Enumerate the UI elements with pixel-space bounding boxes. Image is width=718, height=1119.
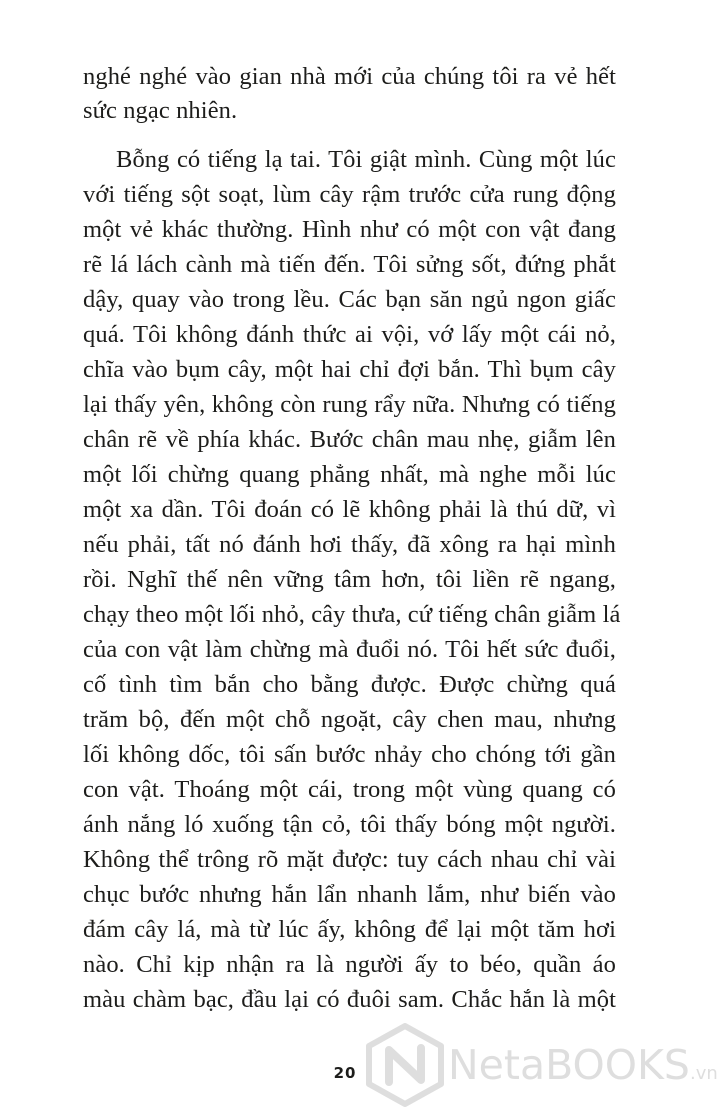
text-line: sức ngạc nhiên. — [83, 97, 238, 124]
text-line: nghé nghé vào gian nhà mới của chúng tôi ra vẻ hết — [83, 63, 616, 90]
text-line: Không thể trông rõ mặt được: tuy cách nhau chỉ vài — [83, 846, 616, 873]
text-line: với tiếng sột soạt, lùm cây rậm trước cửa rung động — [83, 181, 616, 208]
text-line: lại thấy yên, không còn rung rẩy nữa. Nhưng có tiếng — [83, 391, 616, 418]
text-line: nếu phải, tất nó đánh hơi thấy, đã xông ra hại mình — [83, 531, 616, 558]
text-line: rồi. Nghĩ thế nên vững tâm hơn, tôi liền rẽ ngang, — [83, 566, 616, 593]
text-line: chạy theo một lối nhỏ, cây thưa, cứ tiếng chân giẫm lá — [83, 601, 621, 628]
text-line: dậy, quay vào trong lều. Các bạn săn ngủ ngon giấc — [83, 286, 616, 313]
text-line: màu chàm bạc, đầu lại có đuôi sam. Chắc hắn là một — [83, 986, 616, 1013]
text-line: cố tình tìm bắn cho bằng được. Được chừng quá — [83, 671, 616, 698]
text-line: đám cây lá, mà từ lúc ấy, không để lại một tăm hơi — [83, 916, 616, 943]
text-line: con vật. Thoáng một cái, trong một vùng quang có — [83, 776, 616, 803]
text-line: một vẻ khác thường. Hình như có một con vật đang — [83, 216, 616, 243]
text-line: của con vật làm chừng mà đuổi nó. Tôi hết sức đuổi, — [83, 636, 616, 663]
text-line: trăm bộ, đến một chỗ ngoặt, cây chen mau, nhưng — [83, 706, 616, 733]
text-line: nào. Chỉ kịp nhận ra là người ấy to béo, quần áo — [83, 951, 616, 978]
watermark — [362, 1022, 718, 1108]
page-number: 20 — [333, 1064, 357, 1082]
watermark-brand: NetaBOOKS — [448, 1041, 690, 1089]
text-line: Bỗng có tiếng lạ tai. Tôi giật mình. Cùng một lúc — [116, 146, 616, 173]
watermark-text — [448, 1042, 718, 1097]
text-line: chân rẽ về phía khác. Bước chân mau nhẹ, giẫm lên — [83, 426, 616, 453]
text-line: chục bước nhưng hắn lẩn nhanh lắm, như biến vào — [83, 881, 616, 908]
text-line: chĩa vào bụm cây, một hai chỉ đợi bắn. Thì bụm cây — [83, 356, 616, 383]
text-line: quá. Tôi không đánh thức ai vội, vớ lấy một cái nỏ, — [83, 321, 616, 348]
netabooks-logo-icon — [362, 1022, 448, 1108]
text-line: lối không dốc, tôi sấn bước nhảy cho chóng tới gần — [83, 741, 616, 768]
text-line: một xa dần. Tôi đoán có lẽ không phải là thú dữ, vì — [83, 496, 616, 523]
text-line: rẽ lá lách cành mà tiến đến. Tôi sửng sốt, đứng phắt — [83, 251, 616, 278]
text-line: ánh nắng ló xuống tận cỏ, tôi thấy bóng một người. — [83, 811, 616, 838]
text-line: một lối chừng quang phẳng nhất, mà nghe mỗi lúc — [83, 461, 616, 488]
watermark-suffix: .vn — [689, 1063, 718, 1084]
